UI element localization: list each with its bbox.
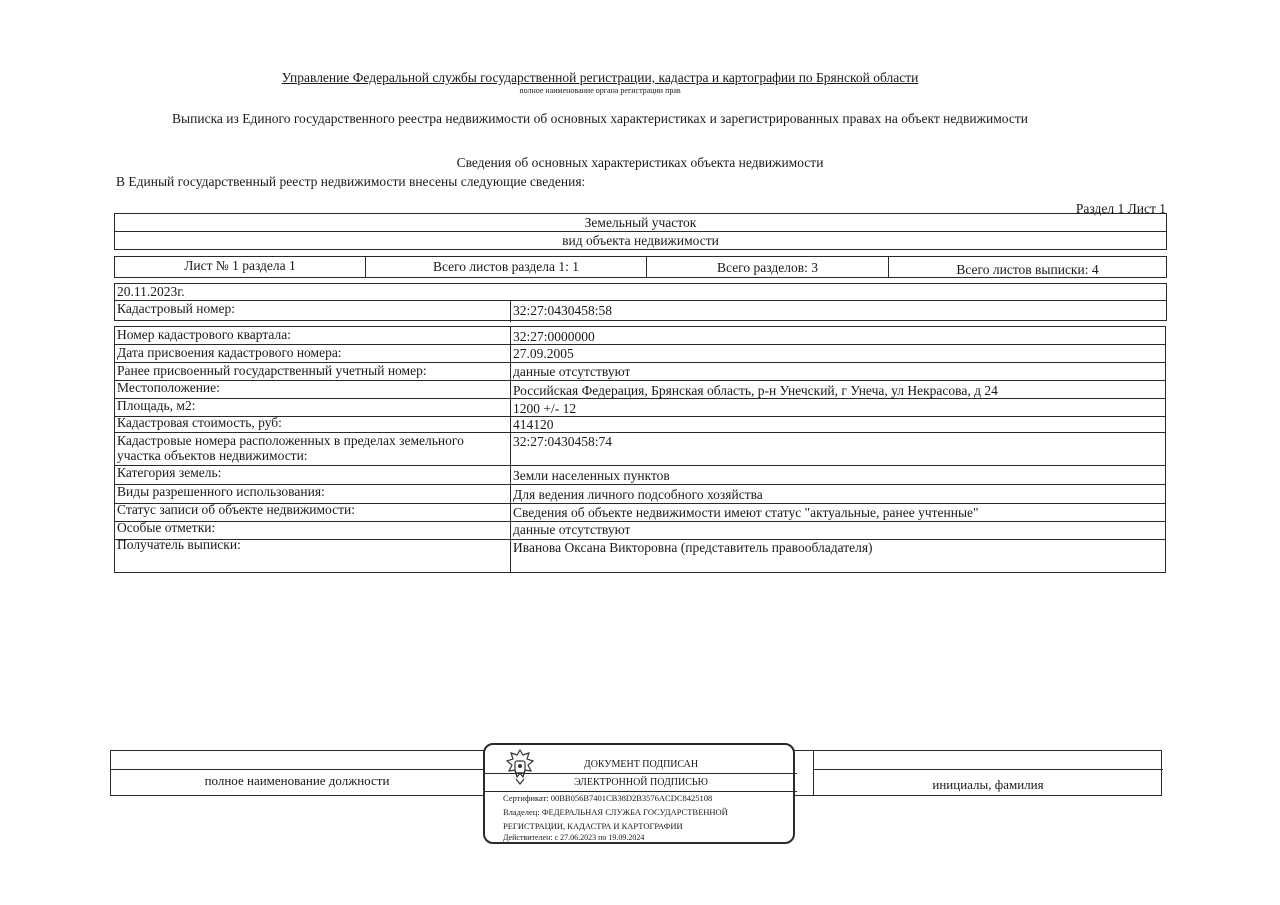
sheet-reference: Раздел 1 Лист 1	[1075, 201, 1166, 216]
cadastral-number-label: Кадастровый номер:	[117, 301, 236, 316]
table-row-value: 32:27:0000000	[513, 329, 595, 344]
table-row-value: Российская Федерация, Брянская область, р-н Унечский, г Унеча, ул Некрасова, д 24	[513, 383, 998, 398]
table-row-value: 414120	[513, 417, 554, 432]
stamp-title-line1: ДОКУМЕНТ ПОДПИСАН	[583, 759, 699, 770]
table-row-label: Кадастровая стоимость, руб:	[117, 415, 282, 430]
certificate-owner-continued: РЕГИСТРАЦИИ, КАДАСТРА И КАРТОГРАФИИ	[503, 821, 683, 831]
sheet-number: Лист № 1 раздела 1	[184, 258, 296, 273]
name-caption: инициалы, фамилия	[932, 777, 1044, 792]
organization-name: Управление Федеральной службы государственной регистрации, кадастра и картографии по Брянской области	[281, 70, 919, 85]
certificate-number: Сертификат: 00BB056B7401CB38D2B3576ACDC8425108	[503, 793, 713, 803]
table-row-value: 32:27:0430458:74	[513, 434, 613, 449]
table-row-label: Статус записи об объекте недвижимости:	[117, 502, 356, 517]
table-row-value: Иванова Оксана Викторовна (представитель правообладателя)	[513, 540, 873, 555]
table-row-label: Ранее присвоенный государственный учетный номер:	[117, 363, 427, 378]
characteristics-table	[114, 326, 1166, 573]
table-row-label: Площадь, м2:	[117, 398, 196, 413]
table-row-value: Сведения об объекте недвижимости имеют статус "актуальные, ранее учтенные"	[513, 505, 979, 520]
table-row-value: 27.09.2005	[513, 346, 574, 361]
table-row-value: Земли населенных пунктов	[513, 468, 670, 483]
section-title: Сведения об основных характеристиках объекта недвижимости	[456, 155, 824, 170]
certificate-owner: Владелец: ФЕДЕРАЛЬНАЯ СЛУЖБА ГОСУДАРСТВЕННОЙ	[503, 807, 728, 817]
object-type-caption: вид объекта недвижимости	[562, 233, 719, 248]
table-row-value: данные отсутствуют	[513, 522, 631, 537]
electronic-signature-stamp	[483, 743, 795, 844]
table-row-label: Кадастровые номера расположенных в пределах земельного	[117, 433, 464, 448]
table-row-label: Дата присвоения кадастрового номера:	[117, 345, 342, 360]
total-sections: Всего разделов: 3	[717, 260, 818, 275]
certificate-validity: Действителен: с 27.06.2023 по 19.09.2024	[503, 833, 645, 842]
cadastral-number-value: 32:27:0430458:58	[513, 303, 613, 318]
table-row-label: Виды разрешенного использования:	[117, 484, 325, 499]
table-row-label: Местоположение:	[117, 380, 220, 395]
table-row-label: Особые отметки:	[117, 520, 216, 535]
table-row-value: 1200 +/- 12	[513, 401, 577, 416]
total-section-sheets: Всего листов раздела 1: 1	[432, 259, 580, 274]
position-caption: полное наименование должности	[204, 773, 390, 788]
sheets-row	[114, 256, 1167, 278]
stamp-title-line2: ЭЛЕКТРОННОЙ ПОДПИСЬЮ	[574, 777, 708, 788]
cadastral-box	[114, 283, 1167, 321]
object-type-box	[114, 213, 1167, 250]
table-row-label: Номер кадастрового квартала:	[117, 327, 291, 342]
total-sheets: Всего листов выписки: 4	[956, 262, 1099, 277]
intro-text: В Единый государственный реестр недвижимости внесены следующие сведения:	[116, 174, 586, 189]
table-row-label: Категория земель:	[117, 465, 222, 480]
organization-caption: полное наименование органа регистрации прав	[519, 86, 681, 95]
table-row-value: Для ведения личного подсобного хозяйства	[513, 487, 763, 502]
document-title: Выписка из Единого государственного реестра недвижимости об основных характеристиках и зарегистрированных правах на объект недвижимости	[172, 111, 1028, 126]
table-row-value: данные отсутствуют	[513, 364, 631, 379]
table-row-label: Получатель выписки:	[117, 537, 241, 552]
extract-date: 20.11.2023г.	[117, 284, 185, 299]
object-type: Земельный участок	[584, 215, 697, 230]
table-row-label-continued: участка объектов недвижимости:	[117, 448, 308, 463]
